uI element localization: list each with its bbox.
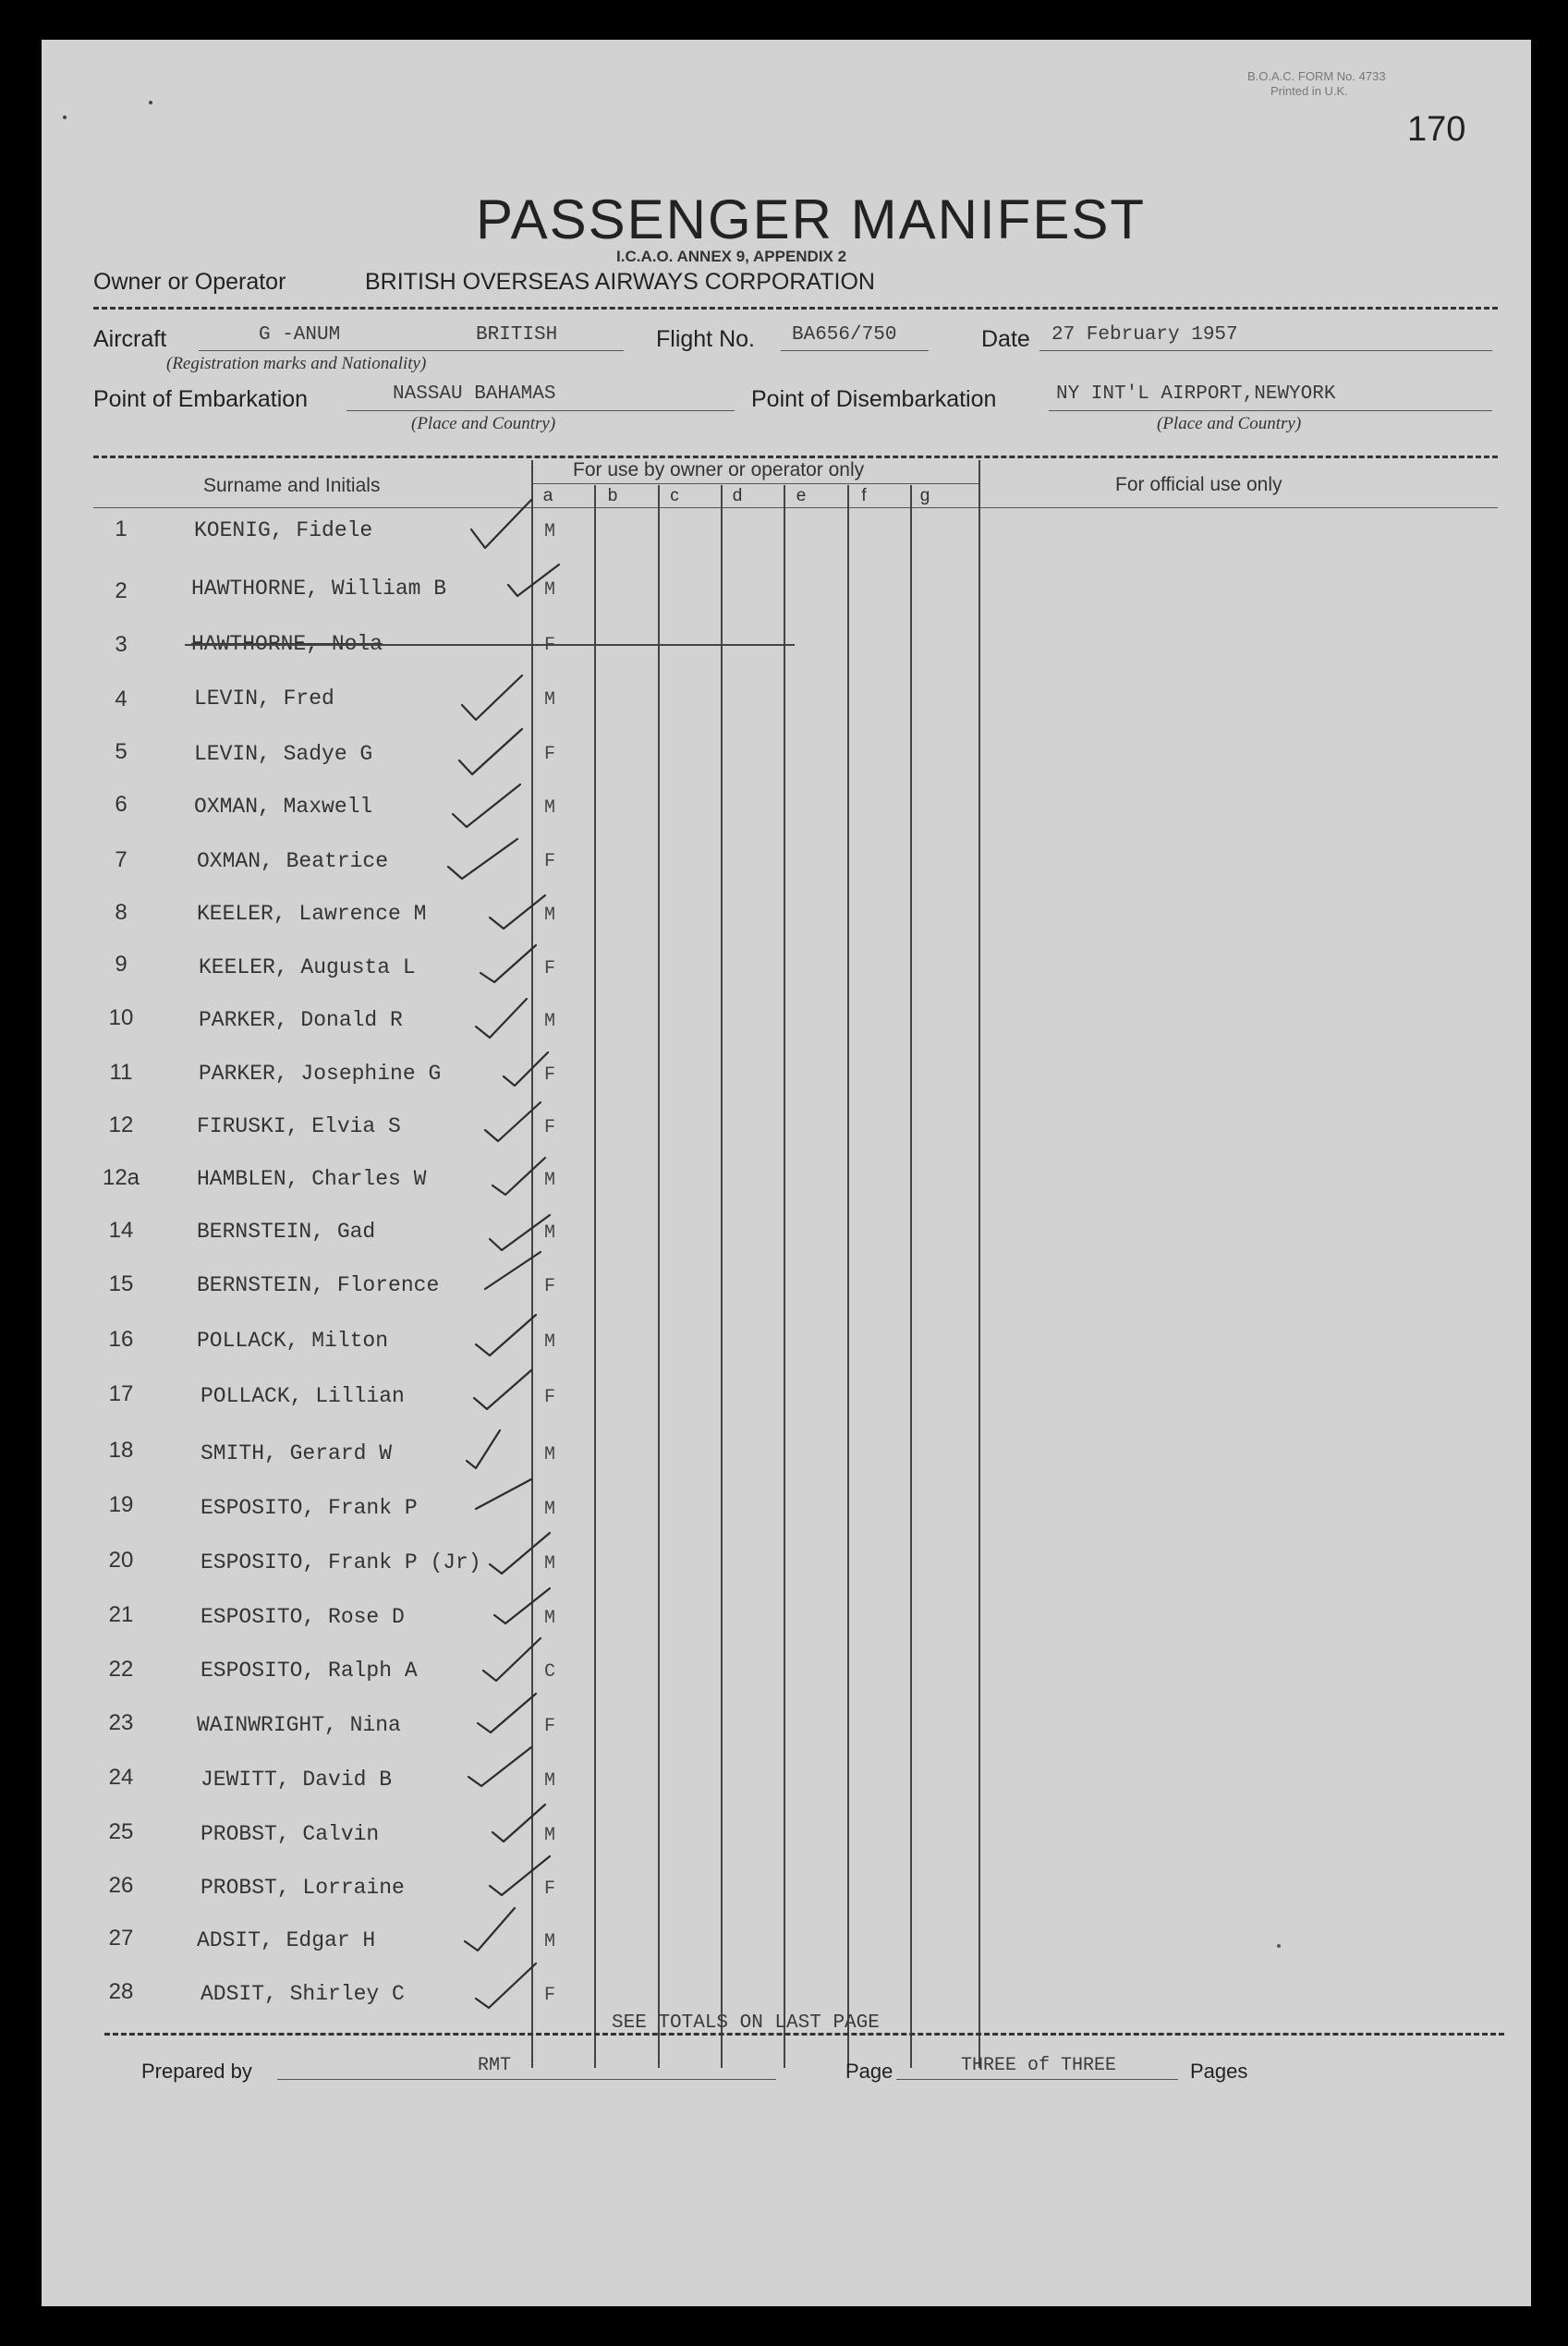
passenger-sex: M [543,1331,555,1353]
row-number: 8 [115,900,128,925]
passenger-name: PARKER, Donald R [199,1008,403,1032]
passenger-name: ADSIT, Shirley C [201,1982,405,2006]
owner-label: Owner or Operator [93,269,286,295]
passenger-sex: M [543,1499,555,1520]
check-mark-5 [459,729,522,774]
row-number: 1 [115,517,128,541]
passenger-sex: F [543,958,555,979]
row-number: 21 [108,1602,134,1627]
check-marks [42,40,1531,2306]
passenger-name: ESPOSITO, Frank P (Jr) [201,1550,481,1574]
column-header-g: g [919,486,930,505]
passenger-name: BERNSTEIN, Gad [197,1220,376,1244]
embark-label: Point of Embarkation [93,386,309,412]
form-reference: B.O.A.C. FORM No. 4733 [1247,69,1386,83]
row-number: 23 [108,1710,134,1735]
page-underline [896,2079,1178,2080]
passenger-sex: M [543,1770,555,1792]
embark-hint: (Place and Country) [411,414,556,433]
check-mark-21 [494,1588,550,1623]
row-number: 4 [115,687,128,711]
manifest-subtitle: I.C.A.O. ANNEX 9, APPENDIX 2 [616,248,847,265]
check-mark-7 [448,839,517,879]
passenger-sex: M [543,1222,555,1244]
passenger-name: HAWTHORNE, William B [191,577,447,601]
flight-number: BA656/750 [792,324,897,346]
embark-value: NASSAU BAHAMAS [393,383,556,405]
passenger-name: ADSIT, Edgar H [197,1928,376,1952]
check-mark-25 [492,1805,545,1842]
check-mark-9 [480,945,536,982]
passenger-name: SMITH, Gerard W [201,1441,393,1465]
passenger-sex: F [543,635,555,656]
check-mark-20 [490,1533,550,1574]
page-number: 170 [1407,110,1466,149]
row-number: 19 [108,1492,134,1517]
passenger-sex: M [543,797,555,819]
passenger-sex: F [543,1276,555,1297]
row-number: 7 [115,847,128,872]
check-mark-27 [465,1908,515,1951]
passenger-name: BERNSTEIN, Florence [197,1273,440,1297]
form-printed-note: Printed in U.K. [1270,84,1348,98]
row-number: 2 [115,578,128,603]
passenger-name: FIRUSKI, Elvia S [197,1114,401,1138]
check-mark-19 [476,1479,531,1509]
row-number: 27 [108,1926,134,1951]
passenger-sex: M [543,579,555,601]
passenger-name: PROBST, Lorraine [201,1876,405,1900]
row-number: 25 [108,1819,134,1844]
passenger-sex: F [543,1878,555,1900]
check-mark-1 [471,500,531,548]
passenger-name: JEWITT, David B [201,1768,393,1792]
passenger-name: KOENIG, Fidele [194,518,373,542]
row-number: 24 [108,1765,134,1790]
page-label: Page [845,2060,893,2083]
check-mark-12 [485,1102,541,1141]
row-number: 15 [108,1271,134,1296]
passenger-sex: M [543,905,555,926]
row-number: 16 [108,1327,134,1352]
passenger-sex: F [543,1985,555,2006]
aircraft-label: Aircraft [93,326,167,352]
check-mark-22 [483,1638,541,1681]
passenger-name: LEVIN, Sadye G [194,742,373,766]
row-number: 12a [102,1165,140,1190]
passenger-name: POLLACK, Lillian [201,1384,405,1408]
passenger-name: POLLACK, Milton [197,1329,389,1353]
row-number: 5 [115,739,128,764]
check-mark-4 [462,675,522,720]
passenger-sex: F [543,851,555,872]
check-mark-26 [490,1856,550,1895]
row-number: 20 [108,1548,134,1573]
check-mark-8 [490,895,545,929]
disembark-label: Point of Disembarkation [751,386,997,412]
passenger-sex: M [543,1825,555,1846]
passenger-name: OXMAN, Beatrice [197,849,389,873]
manifest-page [42,40,1531,2306]
check-mark-6 [453,784,520,827]
column-header-e: e [796,486,807,505]
row-number: 26 [108,1873,134,1898]
check-mark-17 [474,1370,531,1409]
pages-label: Pages [1190,2060,1248,2083]
passenger-sex: F [543,1387,555,1408]
prepared-underline [277,2079,776,2080]
prepared-label: Prepared by [141,2060,252,2083]
passenger-name: ESPOSITO, Ralph A [201,1659,418,1683]
row-number: 22 [108,1657,134,1682]
check-mark-18 [467,1430,500,1468]
passenger-name: KEELER, Augusta L [199,955,416,979]
row-number: 11 [109,1060,133,1085]
surname-header: Surname and Initials [203,475,381,496]
check-mark-24 [468,1747,531,1786]
row-number: 17 [108,1381,134,1406]
passenger-sex: M [543,689,555,711]
row-number: 10 [108,1005,134,1030]
date-label: Date [981,326,1030,352]
passenger-name: LEVIN, Fred [194,687,334,711]
page-count-value: THREE of THREE [961,2055,1117,2076]
passenger-name: WAINWRIGHT, Nina [197,1713,401,1737]
row-number: 9 [115,952,128,977]
aircraft-registration: G -ANUM [259,324,341,346]
aircraft-nationality: BRITISH [476,324,558,346]
owner-value: BRITISH OVERSEAS AIRWAYS CORPORATION [365,269,875,295]
table-bottom-border [104,2033,1504,2036]
column-header-a: a [542,486,553,505]
passenger-name: OXMAN, Maxwell [194,795,373,819]
speck [149,101,152,104]
passenger-name: ESPOSITO, Rose D [201,1605,405,1629]
passenger-name: KEELER, Lawrence M [197,902,427,926]
passenger-sex: M [543,1931,555,1952]
check-mark-14 [490,1215,550,1250]
aircraft-hint: (Registration marks and Nationality) [166,354,427,373]
totals-note: SEE TOTALS ON LAST PAGE [612,2012,880,2034]
row-number: 28 [108,1979,134,2004]
flight-label: Flight No. [656,326,755,352]
passenger-name: ESPOSITO, Frank P [201,1496,418,1520]
official-header: For official use only [1115,474,1282,495]
passenger-sex: M [543,1553,555,1574]
passenger-sex: M [543,1444,555,1465]
column-header-f: f [861,486,867,505]
check-mark-12a [492,1158,545,1195]
passenger-sex: F [543,1716,555,1737]
column-header-c: c [670,486,679,505]
speck [1277,1944,1281,1948]
passenger-name: PARKER, Josephine G [199,1062,442,1086]
passenger-sex: C [543,1661,555,1683]
check-mark-2 [508,565,559,596]
passenger-sex: F [543,1064,555,1086]
disembark-value: NY INT'L AIRPORT,NEWYORK [1056,383,1336,405]
row-number: 12 [108,1112,134,1137]
passenger-sex: M [543,521,555,542]
row-number: 18 [108,1438,134,1463]
check-mark-11 [504,1052,548,1086]
row-number: 6 [115,792,128,817]
passenger-name: HAMBLEN, Charles W [197,1167,427,1191]
column-header-d: d [732,486,743,505]
passenger-sex: F [543,744,555,765]
check-mark-15 [485,1252,541,1289]
passenger-name-struck: HAWTHORNE, Nola [191,632,383,656]
operator-header: For use by owner or operator only [573,459,865,480]
check-mark-23 [478,1694,536,1732]
date-value: 27 February 1957 [1051,324,1238,346]
disembark-hint: (Place and Country) [1157,414,1302,433]
row-number: 3 [115,632,128,657]
column-header-b: b [607,486,618,505]
passenger-sex: M [543,1170,555,1191]
passenger-sex: M [543,1608,555,1629]
passenger-sex: F [543,1117,555,1138]
passenger-sex: M [543,1011,555,1032]
check-mark-16 [476,1315,536,1355]
prepared-value: RMT [478,2055,512,2076]
passenger-name: PROBST, Calvin [201,1822,380,1846]
check-mark-10 [476,999,527,1038]
row-number: 14 [108,1218,134,1243]
check-mark-28 [476,1963,536,2008]
manifest-title: PASSENGER MANIFEST [476,188,1147,250]
speck [63,115,67,119]
